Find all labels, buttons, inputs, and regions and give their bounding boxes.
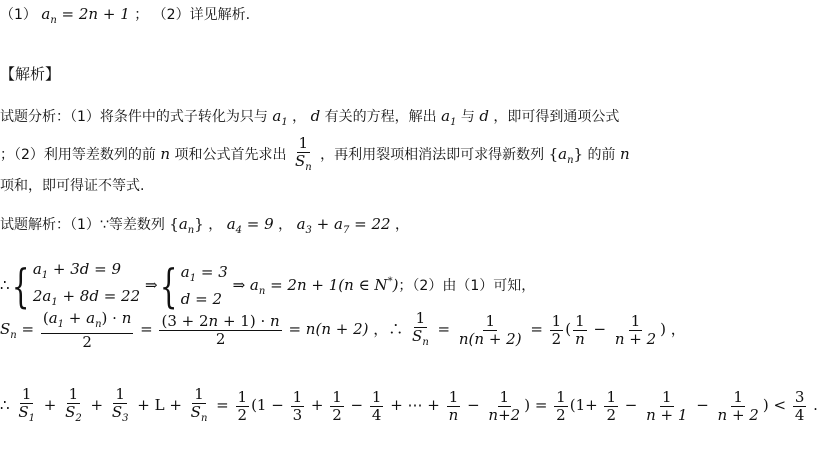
analysis-line-3: 项和，即可得证不等式. [0,178,145,194]
left-brace: { [11,259,29,313]
condition-a4: $a_4 = 9$ [226,215,274,236]
analysis-text: 的前 [587,147,616,163]
sequence-an: $\{a_n\}$ [548,145,584,166]
analysis-line-2 [0,134,630,181]
implies-arrow: ⇒ [144,276,158,294]
solution-system: $a_1 = 3$ d = 2 [180,263,228,308]
analysis-text: 项和公式首先求出 [174,147,287,163]
general-term: $a_n = 2n + 1(n$ ∈ N*) [249,276,399,297]
sn-result: = n(n + 2) [288,320,369,338]
solution-text: ；（2）由（1）可知， [398,278,536,294]
analysis-text: ， [292,109,307,125]
solution-line-1 [0,214,409,241]
d-symbol: d [479,107,489,125]
analysis-text: 试题分析：（1）将条件中的式子转化为只与 [0,109,268,125]
condition-a3-a7: $a_3 + a_7 = 22$ [296,215,391,236]
a1-symbol: $a_1$ [441,107,457,128]
implies-arrow: ⇒ [232,276,246,294]
fraction-1-over-n: $\frac{1}{n}$ [575,311,585,348]
fraction-1-over-nn2: $\frac{1}{n(n + 2)}$ [458,311,522,348]
therefore-symbol: ∴ [0,276,10,294]
three-quarters: $\frac{3}{4}$ [794,387,805,424]
n-symbol: n [620,145,630,163]
sn-fraction-substituted: $\frac{(3 + 2n + 1) \cdot n}{2}$ [161,311,280,348]
fraction-1-over-sn: $\frac{1}{S_n}$ [294,133,312,173]
analysis-text: ，再利用裂项相消法即可求得新数列 [320,147,545,163]
fraction-1-over-n-plus-2: $\frac{1}{n + 2}$ [614,311,657,348]
answer-part1-label: （1） [0,7,37,23]
analysis-text: 与 [460,109,475,125]
answer-line [0,4,250,31]
solution-text: ， [395,217,409,233]
fraction-half: $\frac{1}{2}$ [551,311,562,348]
analysis-text: ；（2）利用等差数列的前 [0,147,156,163]
solution-text: ， [278,217,293,233]
analysis-heading: 【解析】 [0,65,61,83]
analysis-text: 有关的方程，解出 [324,109,437,125]
left-brace: { [159,259,177,313]
n-symbol: n [160,145,171,163]
sn-fraction-general: $\frac{(a_1 + a_n) \cdot n}{2}$ [42,308,132,351]
sn-formula-line: $S_n$ = $\frac{(a_1 + a_n) \cdot n}{2}$ = $\frac{(3 + 2n + 1) \cdot n}{2}$ = n(n + 2) ，∴ $\frac{1}{S_n}$ = $\frac{1}{n(n + 2)}$ = $\frac{1}{2}$ ( $\frac{1}{n}$ − $\frac{1}{n + 2}$ ) ， [0,308,686,351]
answer-part1-formula: $a_n = 2n + 1$ [41,5,130,26]
sequence-an: $\{a_n\}$ [169,215,204,236]
a1-symbol: $a_1$ [272,107,288,128]
analysis-text: ，即可得到通项公式 [493,109,620,125]
fraction-1-over-sn: $\frac{1}{S_n}$ [412,308,429,348]
d-symbol: d [310,107,321,125]
equation-system: $a_1 + 3d = 9$ $2a_1 + 8d = 22$ [32,260,141,308]
solution-text: ， [208,217,223,233]
answer-separator: ； [134,7,149,23]
analysis-line-1 [0,106,619,133]
solution-text: 试题解析：（1）∵等差数列 [0,217,165,233]
answer-part2: （2）详见解析. [152,7,251,23]
sum-inequality-line: ∴ $\frac{1}{S_1}$ + $\frac{1}{S_2}$ + $\frac{1}{S_3}$ + L + $\frac{1}{S_n}$ = $\frac{1}{2}$ (1 − $\frac{1}{3}$ + $\frac{1}{2}$ − $\frac{1}{4}$ + ⋯ + $\frac{1}{n}$ − $\frac{1}{n+2}$ ) = $\frac{1}{2}$ (1+ $\frac{1}{2}$ − $\frac{1}{n + 1}$ − $\frac{1}{n + 2}$ ) < $\frac{3}{4}$ . [0,384,818,424]
